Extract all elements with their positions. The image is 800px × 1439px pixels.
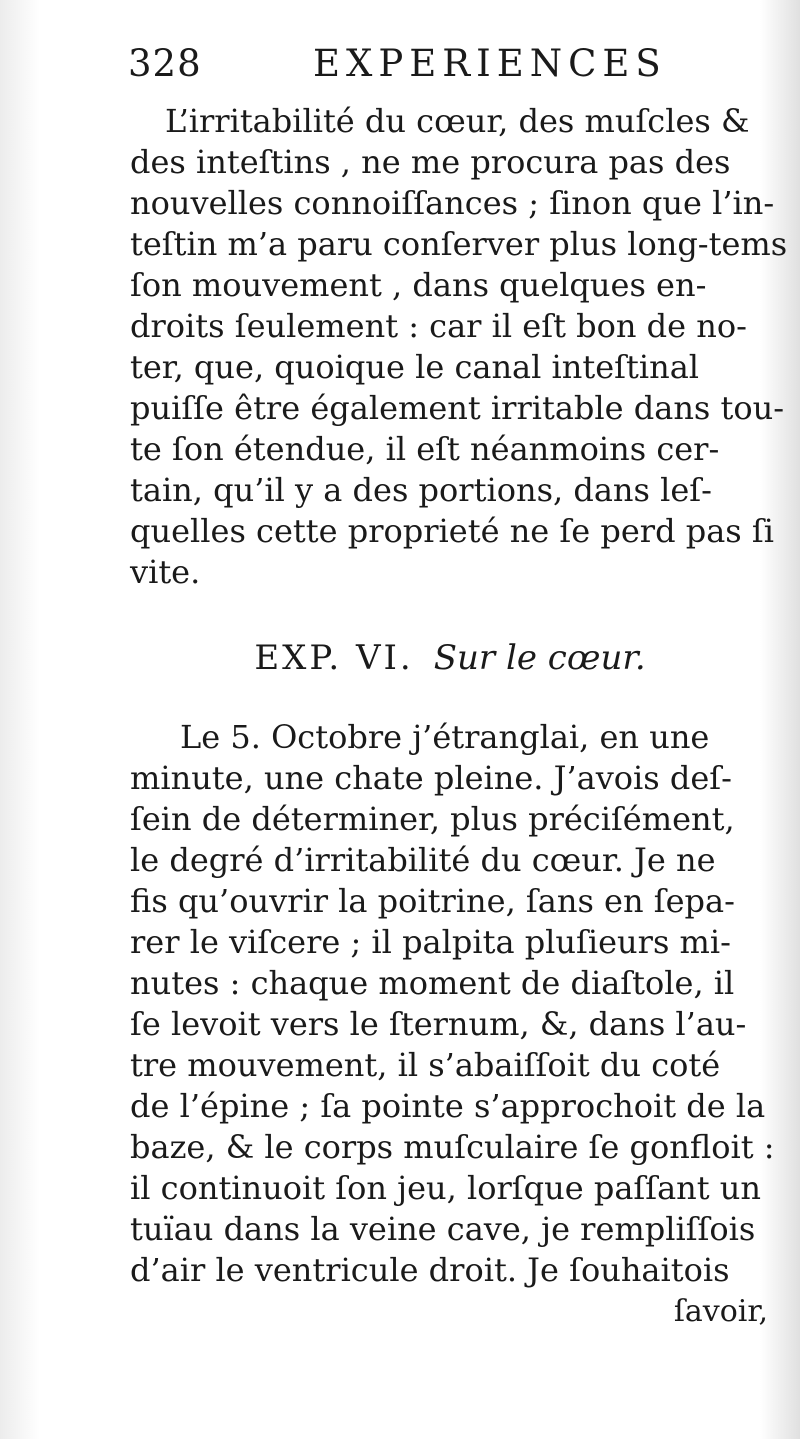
text-line: nutes : chaque moment de diaſtole, il [130,964,735,1002]
page-header [128,42,667,92]
text-line: ſon mouvement , dans quelques en- [130,266,707,304]
text-line: minute, une chate pleine. J’avois deſ- [130,759,732,797]
text-line: nouvelles connoiſſances ; ſinon que l’in- [130,184,775,222]
text-line: le degré d’irritabilité du cœur. Je ne [130,841,716,879]
text-line: rer le viſcere ; il palpita pluſieurs mi- [130,923,731,961]
section-label: EXP. VI. [254,638,414,678]
text-line: des inteſtins , ne me procura pas des [130,143,731,181]
text-line: tuïau dans la veine cave, je rempliſſois [130,1210,756,1248]
text-line: te ſon étendue, il eſt néanmoins cer- [130,430,720,468]
text-line: teſtin m’a paru conſerver plus long-tems [130,225,788,263]
text-line: baze, & le corps muſculaire ſe gonfloit : [130,1128,775,1166]
section-subtitle: Sur le cœur. [433,638,646,678]
text-line: L’irritabilité du cœur, des muſcles & [165,102,750,140]
text-line: tain, qu’il y a des portions, dans leſ- [130,471,712,509]
running-head: EXPERIENCES [313,42,667,85]
text-line: ſe levoit vers le ſternum, &, dans l’au- [130,1005,747,1043]
catchword: ſavoir, [673,1294,768,1329]
text-line: ter, que, quoique le canal inteſtinal [130,348,700,386]
text-line: vite. [130,553,201,591]
text-line: ſein de déterminer, plus préciſément, [130,800,735,838]
text-line: puiſſe être également irritable dans tou- [130,389,785,427]
text-line: Le 5. Octobre j’étranglai, en une [180,718,710,756]
text-line: fis qu’ouvrir la poitrine, ſans en ſepa- [130,882,735,920]
page-number: 328 [128,42,202,85]
text-line: d’air le ventricule droit. Je ſouhaitois [130,1251,730,1289]
text-line: de l’épine ; ſa pointe s’approchoit de la [130,1087,766,1125]
text-line: droits ſeulement : car il eſt bon de no- [130,307,747,345]
section-heading [130,636,770,680]
text-line: quelles cette proprieté ne ſe perd pas ſi [130,512,774,550]
text-line: il continuoit ſon jeu, lorſque paſſant un [130,1169,762,1207]
text-line: tre mouvement, il s’abaiſſoit du coté [130,1046,721,1084]
